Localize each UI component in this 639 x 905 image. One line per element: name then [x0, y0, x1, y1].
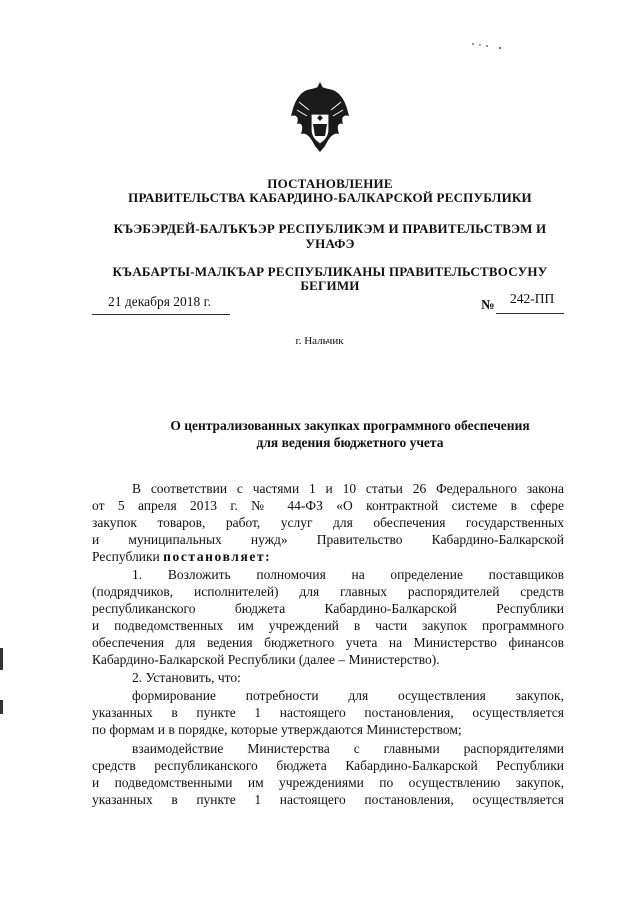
body-line: взаимодействие Министерства с главными распорядителями — [132, 741, 564, 756]
body-line: Кабардино-Балкарской Республики (далее – Министерство). — [92, 652, 440, 667]
number-underline — [496, 313, 564, 314]
document-number: 242-ПП — [510, 291, 555, 306]
body-line: республиканского бюджета Кабардино-Балкарской Республики — [92, 601, 564, 616]
header-line-4: УНАФЭ — [305, 236, 355, 251]
document-date: 21 декабря 2018 г. — [108, 294, 212, 309]
body-line — [92, 548, 564, 565]
body-line: указанных в пункте 1 настоящего постановления, осуществляется — [92, 792, 564, 807]
header-line-5: КЪАБАРТЫ-МАЛКЪАР РЕСПУБЛИКАНЫ ПРАВИТЕЛЬСТВОСУНУ — [112, 264, 548, 279]
body-line: В соответствии с частями 1 и 10 статьи 26 Федерального закона — [132, 481, 564, 496]
scan-edge-mark — [0, 648, 3, 670]
header-line-2: ПРАВИТЕЛЬСТВА КАБАРДИНО-БАЛКАРСКОЙ РЕСПУБЛИКИ — [128, 190, 532, 205]
body-line: (подрядчиков, исполнителей) для главных распорядителей средств — [92, 584, 564, 599]
document-title-line-2: для ведения бюджетного учета — [256, 435, 444, 450]
scan-specks — [470, 40, 510, 50]
body-line: 1. Возложить полномочия на определение поставщиков — [132, 567, 564, 582]
number-sign: № — [481, 297, 495, 312]
body-line: и подведомственных им учреждений в части закупок программного — [92, 618, 564, 633]
body-line: обеспечения для ведения бюджетного учета на Министерство финансов — [92, 635, 564, 650]
date-underline — [92, 314, 230, 315]
header-line-3: КЪЭБЭРДЕЙ-БАЛЪКЪЭР РЕСПУБЛИКЭМ И ПРАВИТЕЛЬСТВЭМ И — [113, 221, 547, 236]
body-line: средств республиканского бюджета Кабардино-Балкарской Республики — [92, 758, 564, 773]
document-title-line-1: О централизованных закупках программного обеспечения — [170, 418, 530, 433]
scan-edge-mark — [0, 700, 3, 714]
body-line: 2. Установить, что: — [132, 670, 241, 685]
header-line-6: БЕГИМИ — [300, 278, 360, 293]
body-line: закупок товаров, работ, услуг для обеспечения государственных — [92, 515, 564, 530]
resolves-word: постановляет: — [163, 549, 272, 564]
body-line: и подведомственными им учреждениями по осуществлению закупок, — [92, 775, 564, 790]
city-label: г. Нальчик — [295, 335, 344, 347]
body-line: формирование потребности для осуществления закупок, — [132, 688, 564, 703]
coat-of-arms-emblem — [289, 80, 351, 154]
body-text: Республики — [92, 549, 164, 564]
body-line: от 5 апреля 2013 г. № 44-ФЗ «О контрактной системе в сфере — [92, 498, 564, 513]
body-line: указанных в пункте 1 настоящего постановления, осуществляется — [92, 705, 564, 720]
body-line: и муниципальных нужд» Правительство Кабардино-Балкарской — [92, 532, 564, 547]
body-line: по формам и в порядке, которые утверждаются Министерством; — [92, 722, 462, 737]
header-line-1: ПОСТАНОВЛЕНИЕ — [267, 176, 393, 191]
